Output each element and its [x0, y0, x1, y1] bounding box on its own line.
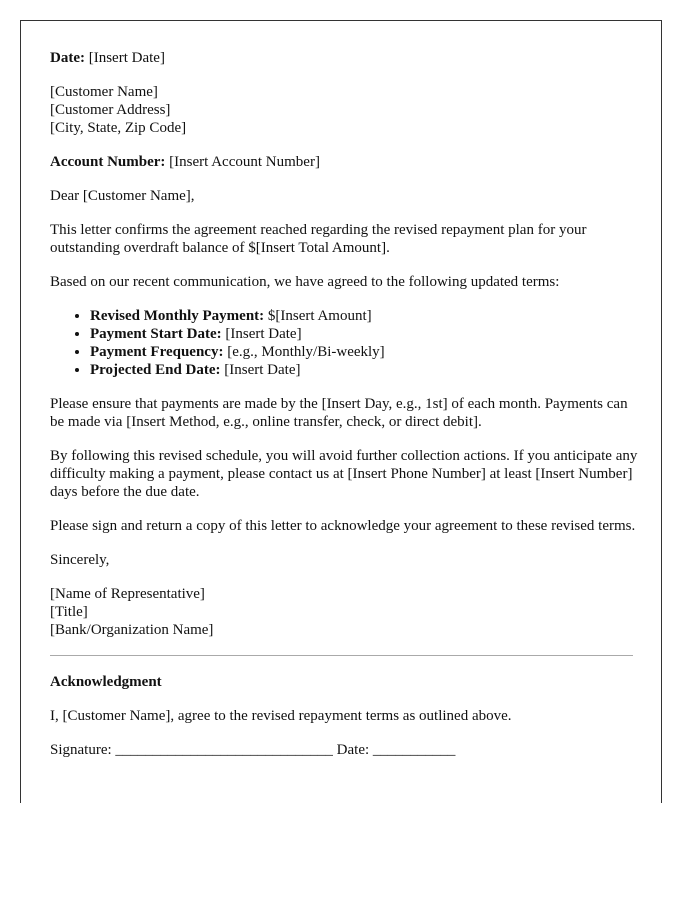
payment-paragraph: Please ensure that payments are made by the [Insert Day, e.g., 1st] of each month. Payments can be made via [Insert Method, e.g., online transfer, check, or direct debit].	[50, 396, 628, 430]
term-item: • Payment Frequency: [e.g., Monthly/Bi-weekly]	[90, 343, 661, 361]
term-item: • Projected End Date: [Insert Date]	[90, 361, 661, 379]
letter-page	[20, 20, 662, 803]
date-line: Date: [Insert Date]	[50, 50, 165, 66]
schedule-paragraph: By following this revised schedule, you will avoid further collection actions. If you anticipate any difficulty making a payment, please contact us at [Insert Phone Number] at least [Insert Number] days before the due date.	[50, 448, 638, 500]
sign-request-paragraph: Please sign and return a copy of this letter to acknowledge your agreement to these revised terms.	[50, 518, 636, 534]
acknowledgment-statement: I, [Customer Name], agree to the revised repayment terms as outlined above.	[50, 708, 512, 724]
acknowledgment-heading: Acknowledgment	[50, 674, 162, 690]
term-item: • Payment Start Date: [Insert Date]	[90, 325, 661, 343]
intro-paragraph: This letter confirms the agreement reached regarding the revised repayment plan for your outstanding overdraft balance of $[Insert Total Amount].	[50, 222, 587, 256]
term-item: • Revised Monthly Payment: $[Insert Amount]	[90, 307, 661, 325]
signature-field: _____________________________	[115, 742, 333, 758]
signature-row: Signature: _____________________________ Date: ___________	[50, 742, 456, 758]
closing: Sincerely,	[50, 552, 110, 568]
customer-address-block: [Customer Name] [Customer Address] [City, State, Zip Code]	[50, 84, 187, 136]
divider	[50, 655, 633, 656]
terms-list	[50, 307, 661, 379]
terms-intro: Based on our recent communication, we have agreed to the following updated terms:	[50, 274, 560, 290]
date-field: ___________	[372, 742, 456, 758]
salutation: Dear [Customer Name],	[50, 188, 195, 204]
account-number-line: Account Number: [Insert Account Number]	[50, 154, 320, 170]
signature-block: [Name of Representative] [Title] [Bank/Organization Name]	[50, 586, 214, 638]
